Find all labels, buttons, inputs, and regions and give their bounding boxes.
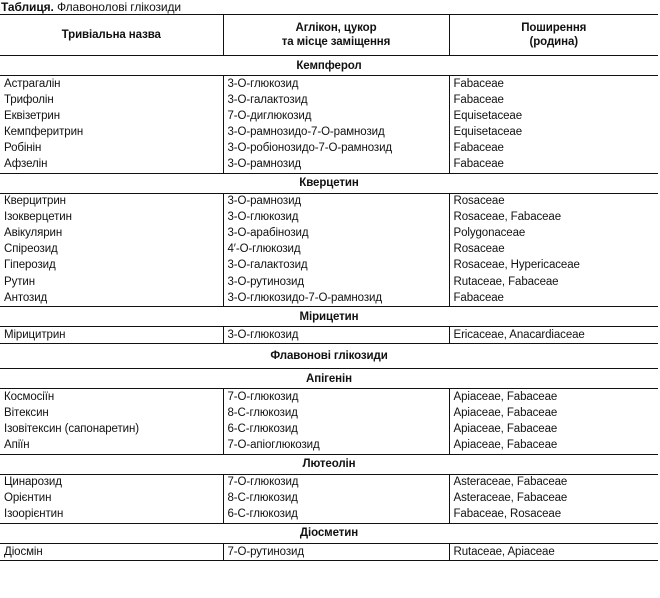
cell-trivial-name: Кверцитрин <box>4 195 66 208</box>
cell-aglycone-sugar: 8-С-глюкозид <box>223 405 449 421</box>
cell-trivial-name: Цинарозид <box>4 476 62 489</box>
cell-distribution: Polygonaceae <box>449 226 658 242</box>
table-row <box>0 507 658 524</box>
cell-aglycone-sugar: 7-О-глюкозид <box>223 389 449 406</box>
cell-distribution: Rosaceae, Hypericaceae <box>449 258 658 274</box>
table-row <box>0 210 658 226</box>
cell-aglycone-sugar: 3-О-глюкозид <box>223 76 449 93</box>
cell-aglycone-sugar: 3-О-рамнозидо-7-О-рамнозид <box>223 124 449 140</box>
group-header-label: Лютеолін <box>0 454 658 474</box>
group-header <box>0 173 658 193</box>
cell-distribution: Equisetaceae <box>449 108 658 124</box>
group-header-label: Кверцетин <box>0 173 658 193</box>
table-row <box>0 108 658 124</box>
cell-distribution: Apiaceae, Fabaceae <box>449 438 658 455</box>
table-row <box>0 327 658 344</box>
cell-distribution: Fabaceae <box>449 92 658 108</box>
group-header-label: Діосметин <box>0 523 658 543</box>
table-row <box>0 242 658 258</box>
table-row <box>0 156 658 173</box>
table-row <box>0 474 658 491</box>
cell-trivial-name: Авікулярин <box>4 227 63 240</box>
cell-distribution: Rosaceae, Fabaceae <box>449 210 658 226</box>
cell-distribution: Apiaceae, Fabaceae <box>449 405 658 421</box>
cell-aglycone-sugar: 7-О-диглюкозид <box>223 108 449 124</box>
cell-distribution: Rosaceae <box>449 193 658 210</box>
table-row <box>0 274 658 290</box>
cell-aglycone-sugar: 3-О-рутинозид <box>223 274 449 290</box>
cell-aglycone-sugar: 7-О-апіоглюкозид <box>223 438 449 455</box>
table-row <box>0 422 658 438</box>
cell-aglycone-sugar: 4′-О-глюкозид <box>223 242 449 258</box>
cell-trivial-name: Мірицитрин <box>4 328 66 341</box>
group-header-label: Кемпферол <box>0 56 658 76</box>
cell-trivial-name: Ізоорієнтин <box>4 508 64 521</box>
group-header <box>0 307 658 327</box>
cell-trivial-name: Орієнтин <box>4 492 52 505</box>
cell-distribution: Fabaceae <box>449 140 658 156</box>
table-body <box>0 56 658 561</box>
cell-distribution: Fabaceae <box>449 290 658 307</box>
table-row <box>0 124 658 140</box>
cell-trivial-name: Ізовітексин (сапонаретин) <box>4 423 139 436</box>
table-row <box>0 491 658 507</box>
cell-trivial-name: Афзелін <box>4 158 48 171</box>
cell-trivial-name: Космосіїн <box>4 390 55 403</box>
cell-distribution: Fabaceae <box>449 76 658 93</box>
table-row <box>0 193 658 210</box>
column-header-aglycone: Аглікон, цукор та місце заміщення <box>223 15 449 56</box>
cell-distribution: Rutaceae, Fabaceae <box>449 274 658 290</box>
cell-aglycone-sugar: 8-С-глюкозид <box>223 491 449 507</box>
cell-trivial-name: Вітексин <box>4 406 49 419</box>
cell-distribution: Equisetaceae <box>449 124 658 140</box>
cell-aglycone-sugar: 6-С-глюкозид <box>223 422 449 438</box>
table-row <box>0 258 658 274</box>
table-row <box>0 543 658 560</box>
cell-distribution: Rutaceae, Apiaceae <box>449 543 658 560</box>
cell-aglycone-sugar: 3-О-рамнозид <box>223 193 449 210</box>
group-header <box>0 369 658 389</box>
cell-trivial-name: Антозид <box>4 291 48 304</box>
cell-aglycone-sugar: 7-О-рутинозид <box>223 543 449 560</box>
group-header <box>0 56 658 76</box>
table-row <box>0 140 658 156</box>
cell-distribution: Apiaceae, Fabaceae <box>449 422 658 438</box>
cell-trivial-name: Трифолін <box>4 93 54 106</box>
group-header <box>0 523 658 543</box>
cell-aglycone-sugar: 3-О-робіонозидо-7-О-рамнозид <box>223 140 449 156</box>
caption-label: Таблиця. <box>1 0 54 14</box>
section-header <box>0 344 658 369</box>
group-header-label: Апігенін <box>0 369 658 389</box>
cell-trivial-name: Діосмін <box>0 543 223 560</box>
cell-trivial-name: Ізокверцетин <box>4 211 72 224</box>
cell-trivial-name: Апіїн <box>4 439 30 452</box>
table-row <box>0 76 658 93</box>
group-header-label: Мірицетин <box>0 307 658 327</box>
cell-trivial-name: Астрагалін <box>4 77 61 90</box>
cell-distribution: Fabaceae <box>449 156 658 173</box>
column-header-trivial-name: Тривіальна назва <box>0 15 223 56</box>
cell-trivial-name: Еквізетрин <box>4 109 60 122</box>
table-row <box>0 389 658 406</box>
cell-trivial-name: Робінін <box>4 141 42 154</box>
table-row <box>0 438 658 455</box>
cell-aglycone-sugar: 3-О-глюкозид <box>223 327 449 344</box>
cell-trivial-name: Спіреозид <box>4 243 58 256</box>
section-header-label: Флавонові глікозиди <box>0 344 658 369</box>
cell-aglycone-sugar: 3-О-галактозид <box>223 258 449 274</box>
cell-trivial-name: Рутин <box>4 275 35 288</box>
table-row <box>0 226 658 242</box>
table-caption <box>1 0 181 14</box>
caption-title: Флавонолові глікозиди <box>56 0 182 14</box>
table-row <box>0 92 658 108</box>
cell-trivial-name: Гіперозид <box>4 259 56 272</box>
cell-distribution: Fabaceae, Rosaceae <box>449 507 658 524</box>
column-header-distribution: Поширення (родина) <box>449 15 658 56</box>
cell-aglycone-sugar: 3-О-арабінозид <box>223 226 449 242</box>
table-row <box>0 290 658 307</box>
cell-trivial-name: Кемпферитрин <box>4 125 84 138</box>
table-row <box>0 405 658 421</box>
cell-distribution: Apiaceae, Fabaceae <box>449 389 658 406</box>
cell-aglycone-sugar: 3-О-галактозид <box>223 92 449 108</box>
cell-distribution: Asteraceae, Fabaceae <box>449 474 658 491</box>
cell-distribution: Rosaceae <box>449 242 658 258</box>
table-header-row <box>0 15 658 56</box>
cell-aglycone-sugar: 3-О-глюкозидо-7-О-рамнозид <box>223 290 449 307</box>
cell-distribution: Ericaceae, Anacardiaceae <box>449 327 658 344</box>
glycosides-table <box>0 14 658 561</box>
group-header <box>0 454 658 474</box>
cell-aglycone-sugar: 3-О-глюкозид <box>223 210 449 226</box>
cell-distribution: Asteraceae, Fabaceae <box>449 491 658 507</box>
cell-aglycone-sugar: 3-О-рамнозид <box>223 156 449 173</box>
cell-aglycone-sugar: 6-С-глюкозид <box>223 507 449 524</box>
cell-aglycone-sugar: 7-О-глюкозид <box>223 474 449 491</box>
